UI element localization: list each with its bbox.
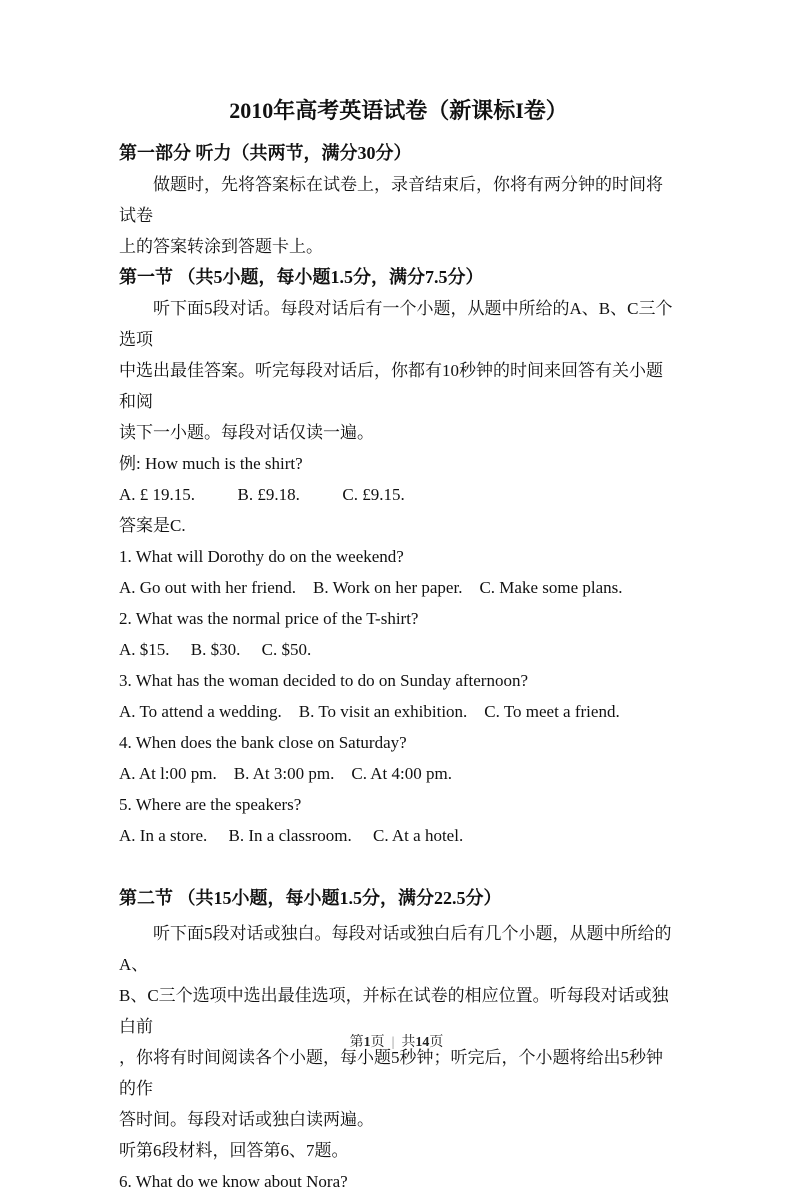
part1-intro-line2: 上的答案转涂到答题卡上。 <box>119 237 323 256</box>
section2-instructions-line3: ，你将有时间阅读各个小题，每小题5秒钟；听完后，个小题将给出5秒钟的作 <box>119 1048 663 1098</box>
footer-separator: | <box>391 1035 395 1050</box>
question-1-text: 1. What will Dorothy do on the weekend? <box>119 547 404 566</box>
exam-title: 2010年高考英语试卷（新课标I卷） <box>229 98 568 123</box>
question-2-text: 2. What was the normal price of the T-shirt? <box>119 609 419 628</box>
footer-page-number: 1 <box>363 1035 371 1050</box>
footer-page-suffix: 页 <box>370 1035 385 1050</box>
question-1-options: A. Go out with her friend. B. Work on her paper. C. Make some plans. <box>119 578 623 597</box>
section1-instructions-line2: 中选出最佳答案。听完每段对话后，你都有10秒钟的时间来回答有关小题和阅 <box>119 361 663 411</box>
material-note: 听第6段材料，回答第6、7题。 <box>119 1141 349 1160</box>
question-4-text: 4. When does the bank close on Saturday? <box>119 733 407 752</box>
footer-page-prefix: 第 <box>349 1035 364 1050</box>
section2-instructions-line4: 答时间。每段对话或独白读两遍。 <box>119 1110 374 1129</box>
footer-total-number: 14 <box>415 1035 430 1050</box>
part1-heading: 第一部分 听力（共两节，满分30分） <box>119 143 412 163</box>
question-2-options: A. $15. B. $30. C. $50. <box>119 640 312 659</box>
question-3-options: A. To attend a wedding. B. To visit an exhibition. C. To meet a friend. <box>119 702 620 721</box>
section2-instructions-line2: B、C三个选项中选出最佳选项，并标在试卷的相应位置。听每段对话或独白前 <box>119 986 669 1036</box>
question-6-text: 6. What do we know about Nora? <box>119 1172 348 1191</box>
example-answer: 答案是C. <box>119 516 186 535</box>
question-3-text: 3. What has the woman decided to do on Sunday afternoon? <box>119 671 528 690</box>
example-prompt: 例: How much is the shirt? <box>119 454 303 473</box>
footer-total-suffix: 页 <box>429 1035 444 1050</box>
section1-instructions-line3: 读下一小题。每段对话仅读一遍。 <box>119 423 374 442</box>
page-footer <box>0 1033 793 1053</box>
section2-instructions-line1: 听下面5段对话或独白。每段对话或独白后有几个小题，从题中所给的A、 <box>119 924 672 974</box>
question-4-options: A. At l:00 pm. B. At 3:00 pm. C. At 4:00 pm. <box>119 764 452 783</box>
question-5-text: 5. Where are the speakers? <box>119 795 302 814</box>
section2-heading: 第二节 （共15小题，每小题1.5分，满分22.5分） <box>119 888 502 908</box>
section1-heading: 第一节 （共5小题，每小题1.5分，满分7.5分） <box>119 267 484 287</box>
example-options: A. £ 19.15. B. £9.18. C. £9.15. <box>119 485 405 504</box>
part1-intro-line1: 做题时，先将答案标在试卷上，录音结束后，你将有两分钟的时间将试卷 <box>119 175 663 225</box>
footer-total-prefix: 共 <box>401 1035 416 1050</box>
section1-instructions-line1: 听下面5段对话。每段对话后有一个小题，从题中所给的A、B、C三个选项 <box>119 299 673 349</box>
question-5-options: A. In a store. B. In a classroom. C. At a hotel. <box>119 826 464 845</box>
